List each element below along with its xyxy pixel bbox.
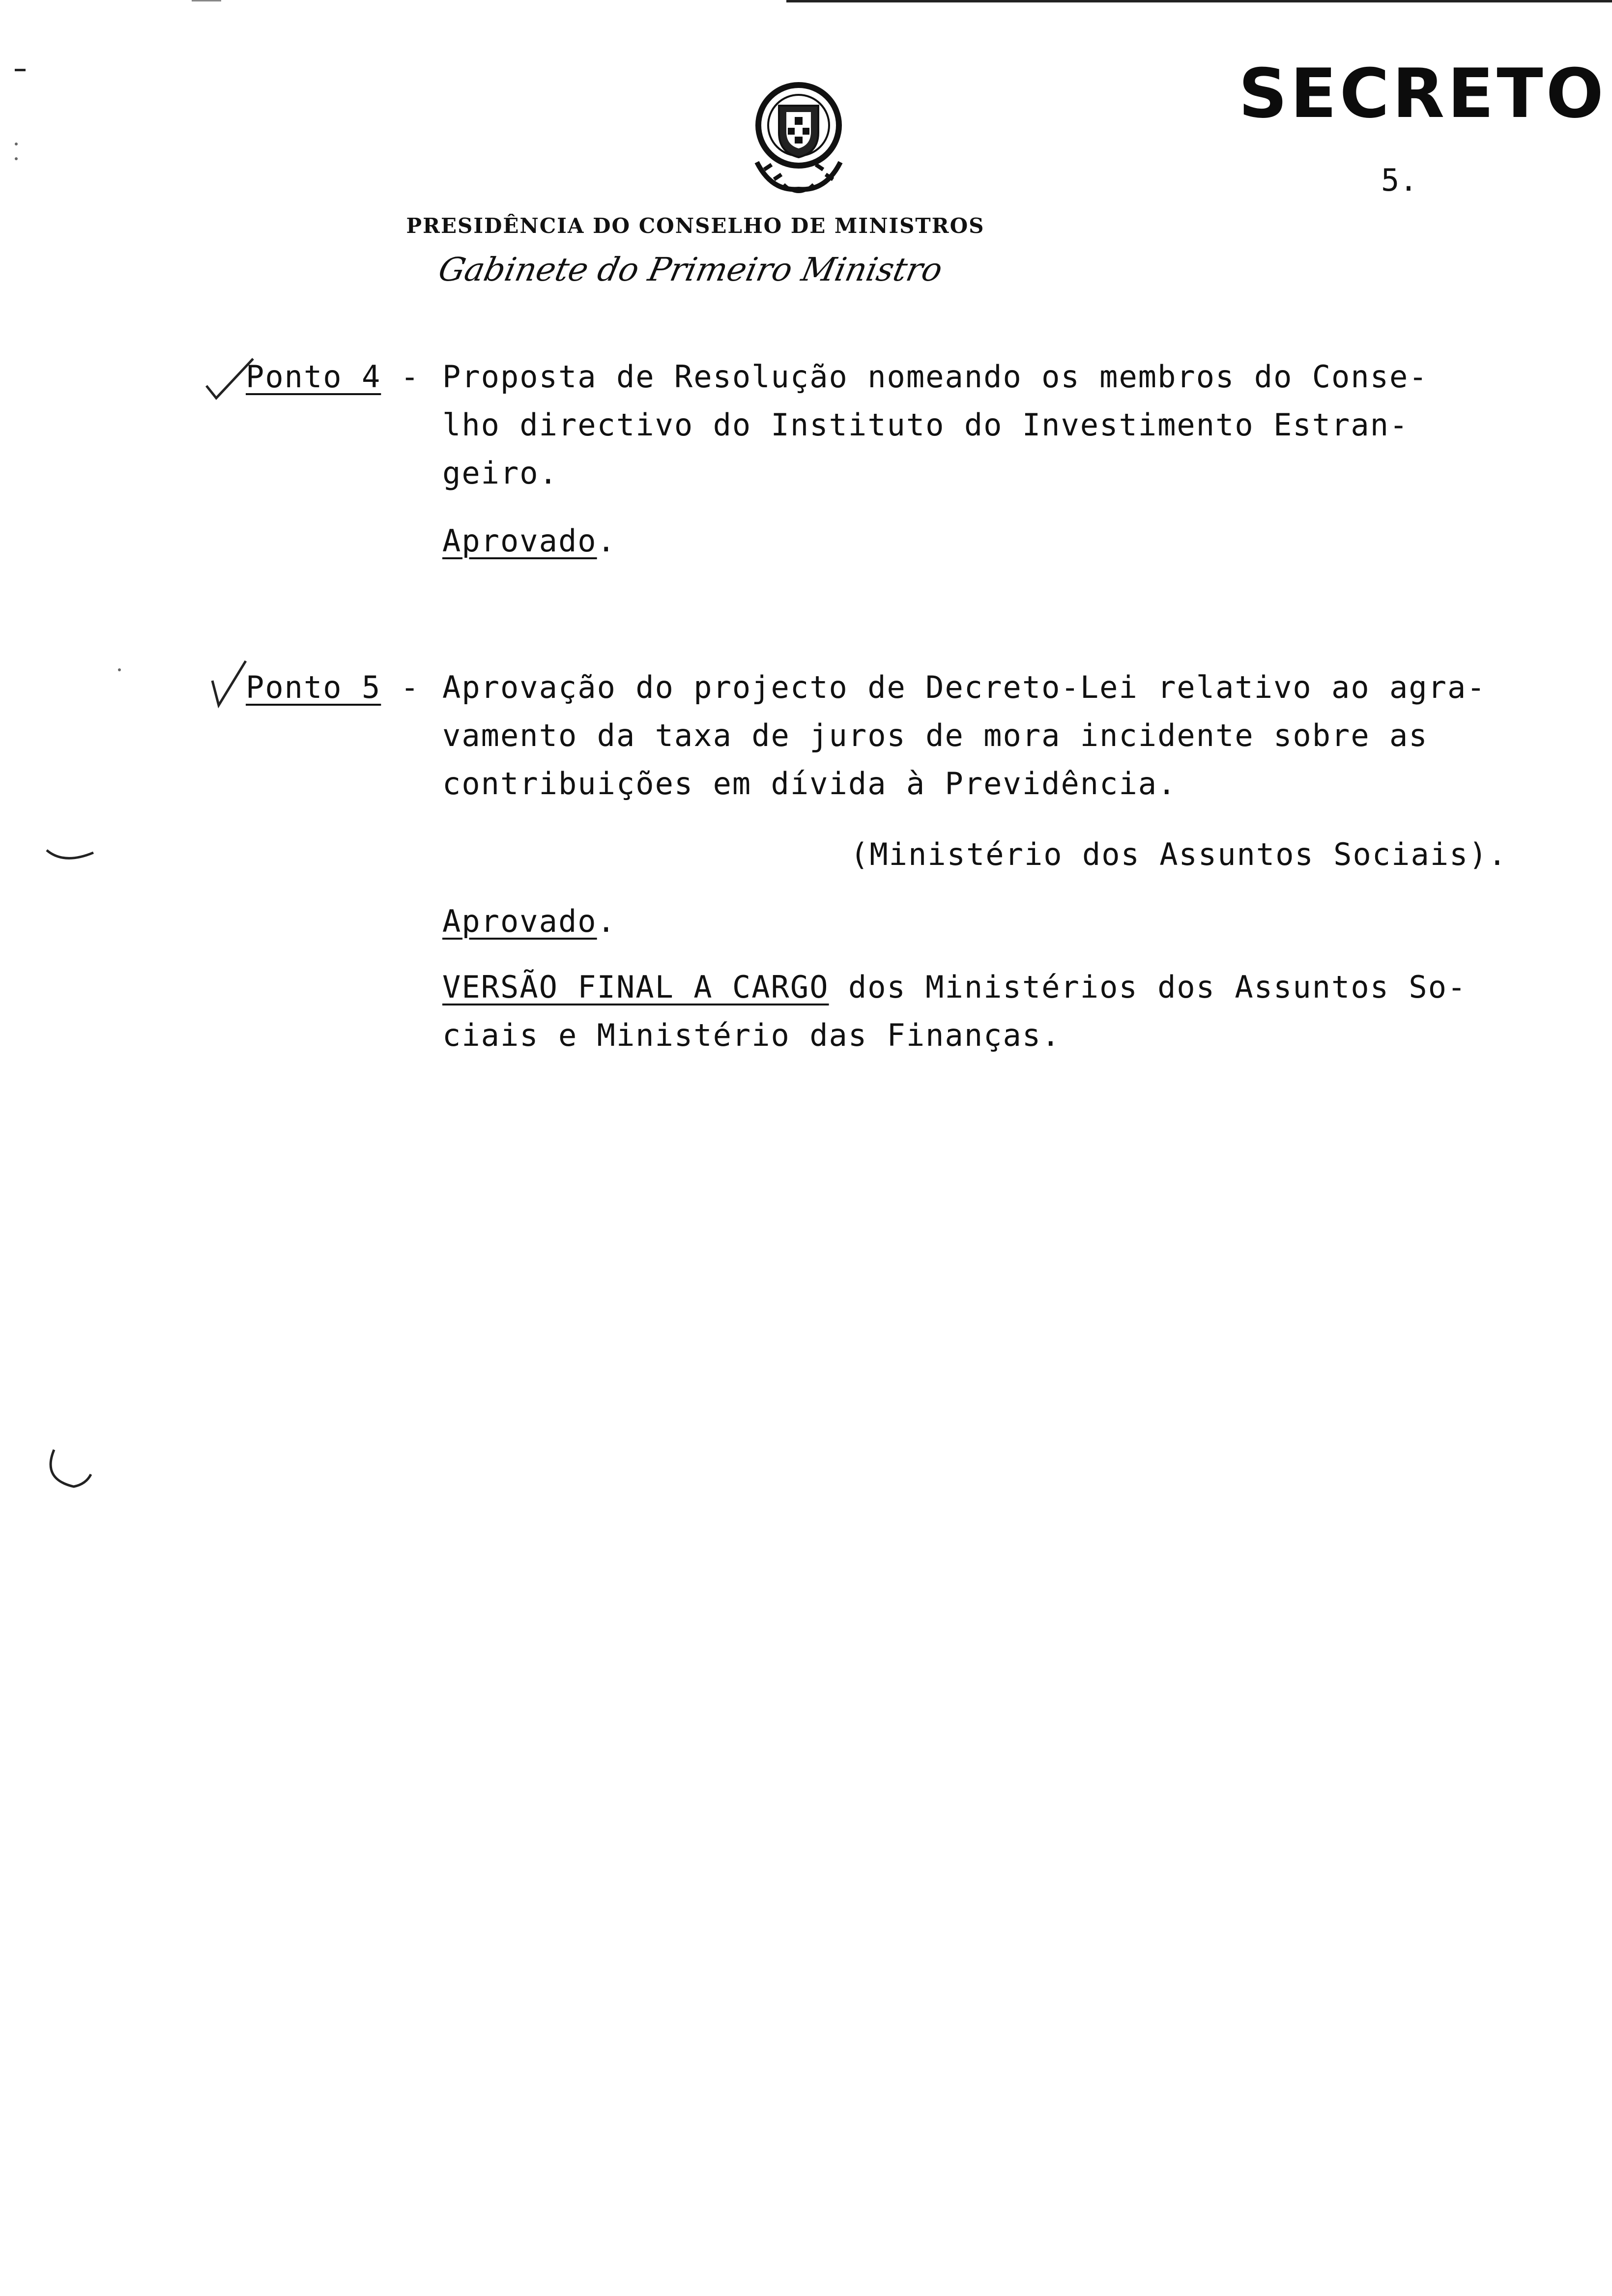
item-dash: - bbox=[401, 359, 420, 395]
decision-text: Aprovado bbox=[442, 903, 597, 939]
final-version-line bbox=[442, 963, 1467, 1011]
item-text-line: vamento da taxa de juros de mora incidente sobre as bbox=[442, 718, 1428, 753]
item-label: Ponto 5 bbox=[246, 669, 381, 705]
scan-speck bbox=[15, 157, 18, 160]
decision-period: . bbox=[597, 523, 616, 559]
margin-mark bbox=[15, 69, 26, 71]
scan-edge-mark bbox=[192, 0, 221, 1]
item-label: Ponto 4 bbox=[246, 359, 381, 395]
item-text-line: contribuições em dívida à Previdência. bbox=[442, 766, 1177, 802]
classification-stamp: SECRETO bbox=[1238, 54, 1607, 133]
ministry-reference: (Ministério dos Assuntos Sociais). bbox=[850, 836, 1508, 872]
decision-line bbox=[442, 517, 616, 565]
page-number: 5. bbox=[1381, 162, 1418, 198]
decision-text: Aprovado bbox=[442, 523, 597, 559]
coat-of-arms-seal bbox=[737, 79, 860, 201]
item-dash: - bbox=[401, 669, 420, 705]
item-text-line: lho directivo do Instituto do Investimento Estran- bbox=[442, 407, 1409, 443]
item-text-line: Aprovação do projecto de Decreto-Lei relativo ao agra- bbox=[442, 669, 1486, 705]
punch-hole-mark bbox=[44, 1440, 98, 1494]
final-version-label: VERSÃO FINAL A CARGO bbox=[442, 969, 829, 1005]
punch-hole-mark bbox=[44, 845, 98, 870]
final-version-text-line: ciais e Ministério das Finanças. bbox=[442, 1017, 1061, 1053]
item-text-line: Proposta de Resolução nomeando os membros do Conse- bbox=[442, 359, 1428, 395]
cabinet-subheading: Gabinete do Primeiro Ministro bbox=[435, 251, 946, 288]
scan-speck bbox=[118, 668, 121, 671]
decision-period: . bbox=[597, 903, 616, 939]
presidency-heading: PRESIDÊNCIA DO CONSELHO DE MINISTROS bbox=[406, 214, 985, 238]
final-version-text: dos Ministérios dos Assuntos So- bbox=[829, 969, 1467, 1005]
item-text-line: geiro. bbox=[442, 455, 558, 491]
decision-line bbox=[442, 897, 616, 946]
scan-edge-line bbox=[786, 0, 1612, 2]
scan-speck bbox=[15, 143, 18, 145]
